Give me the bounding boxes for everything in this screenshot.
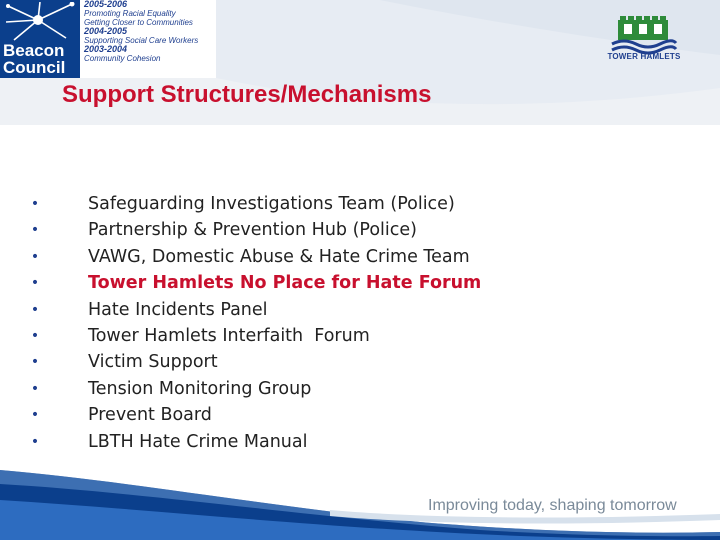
bullet-item [30, 323, 481, 349]
bullet-item [30, 349, 481, 375]
bullet-item [30, 297, 481, 323]
bullet-text: Tower Hamlets Interfaith Forum [88, 325, 370, 346]
bullet-marker: • [30, 196, 40, 212]
beacon-logo-line1: Beacon [3, 41, 65, 60]
bullet-marker: • [30, 301, 40, 318]
bullet-text: Victim Support [88, 352, 218, 373]
bullet-list [30, 191, 481, 455]
award-text: Promoting Racial Equality [84, 9, 176, 18]
slide-title: Support Structures/Mechanisms [62, 81, 432, 108]
bullet-text: Hate Incidents Panel [88, 299, 268, 320]
bullet-marker: • [30, 380, 40, 397]
bullet-text: Tension Monitoring Group [88, 378, 312, 399]
bullet-item-highlighted [30, 270, 481, 296]
beacon-awards [84, 0, 216, 63]
tower-hamlets-logo-icon [604, 10, 682, 70]
bullet-item [30, 191, 481, 217]
award-years: 2004-2005 [84, 26, 128, 36]
bullet-item [30, 217, 481, 243]
bullet-text: Prevent Board [88, 405, 212, 426]
award-text: Getting Closer to Communities [84, 18, 193, 27]
bullet-marker: • [30, 433, 40, 450]
bullet-text: Safeguarding Investigations Team (Police) [88, 194, 455, 214]
bullet-item [30, 244, 481, 270]
bullet-item [30, 402, 481, 428]
award-text: Supporting Social Care Workers [84, 36, 199, 45]
beacon-logo-line2: Council [3, 58, 66, 77]
footer-tagline: Improving today, shaping tomorrow [428, 497, 677, 514]
bullet-item [30, 429, 481, 455]
bullet-marker: • [30, 275, 40, 292]
council-logo-name: TOWER HAMLETS [607, 52, 681, 61]
award-years: 2003-2004 [84, 44, 128, 54]
beacon-council-logo [0, 0, 216, 78]
bullet-marker: • [30, 222, 40, 239]
bullet-text: Partnership & Prevention Hub (Police) [88, 220, 417, 241]
bullet-marker: • [30, 354, 40, 371]
bullet-text: VAWG, Domestic Abuse & Hate Crime Team [88, 246, 470, 267]
award-years: 2005-2006 [84, 0, 128, 9]
bullet-text: Tower Hamlets No Place for Hate Forum [88, 273, 482, 294]
beacon-star-icon [6, 2, 76, 42]
award-text: Community Cohesion [84, 54, 161, 63]
bullet-item [30, 376, 481, 402]
bullet-marker: • [30, 327, 40, 344]
bullet-marker: • [30, 407, 40, 424]
beacon-mark [0, 0, 80, 78]
bullet-marker: • [30, 248, 40, 265]
bullet-text: LBTH Hate Crime Manual [88, 431, 308, 452]
